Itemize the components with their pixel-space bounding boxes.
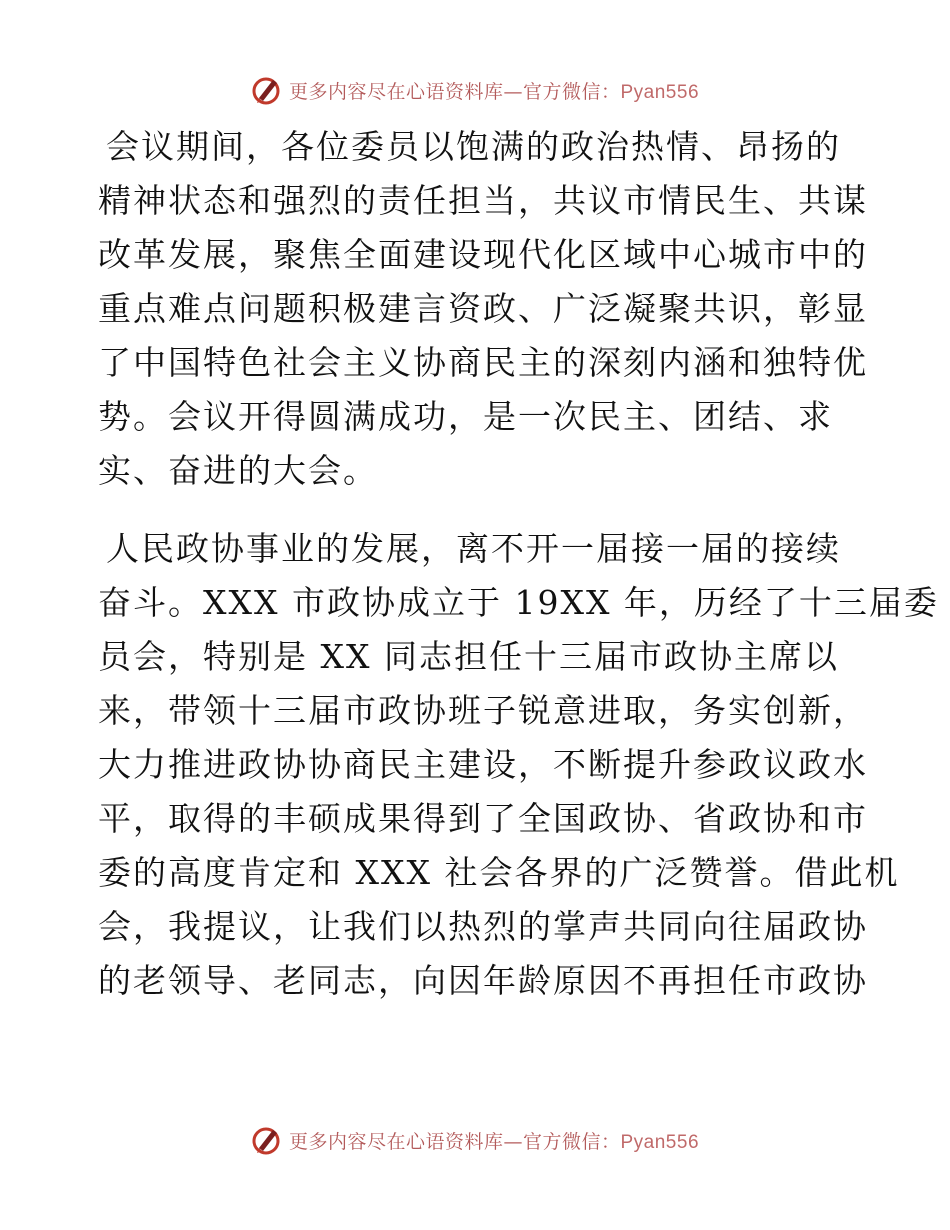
pen-logo-icon — [251, 74, 283, 106]
text-line: 重点难点问题积极建言资政、广泛凝聚共识，彰显 — [98, 289, 868, 328]
text-line: 来，带领十三届市政协班子锐意进取，务实创新， — [98, 691, 868, 730]
watermark-text: 更多内容尽在心语资料库—官方微信：Pyan556 — [288, 1130, 700, 1153]
pen-logo-icon — [251, 1124, 283, 1156]
paragraph-2 — [98, 522, 939, 1008]
text-line: 委的高度肯定和 XXX 社会各界的广泛赞誉。借此机 — [98, 853, 900, 892]
text-line: 奋斗。XXX 市政协成立于 19XX 年，历经了十三届委 — [98, 583, 939, 622]
text-line: 平，取得的丰硕成果得到了全国政协、省政协和市 — [98, 799, 868, 838]
text-line: 了中国特色社会主义协商民主的深刻内涵和独特优 — [98, 343, 868, 382]
paragraph-1 — [98, 120, 868, 498]
header-watermark-banner — [0, 73, 950, 107]
text-line: 势。会议开得圆满成功，是一次民主、团结、求 — [98, 397, 833, 436]
text-line: 会，我提议，让我们以热烈的掌声共同向往届政协 — [98, 907, 868, 946]
paragraph-spacer — [98, 498, 850, 522]
text-line: 精神状态和强烈的责任担当，共议市情民生、共谋 — [98, 181, 868, 220]
text-line: 大力推进政协协商民主建设，不断提升参政议政水 — [98, 745, 868, 784]
text-line: 改革发展，聚焦全面建设现代化区域中心城市中的 — [98, 235, 868, 274]
text-line: 人民政协事业的发展，离不开一届接一届的接续 — [106, 529, 841, 568]
watermark-text: 更多内容尽在心语资料库—官方微信：Pyan556 — [288, 80, 700, 103]
text-line: 实、奋进的大会。 — [98, 451, 378, 490]
text-line: 会议期间，各位委员以饱满的政治热情、昂扬的 — [106, 127, 841, 166]
document-body — [98, 120, 939, 1008]
text-line: 的老领导、老同志，向因年龄原因不再担任市政协 — [98, 961, 868, 1000]
footer-watermark-banner — [0, 1123, 950, 1157]
text-line: 员会，特别是 XX 同志担任十三届市政协主席以 — [98, 637, 839, 676]
